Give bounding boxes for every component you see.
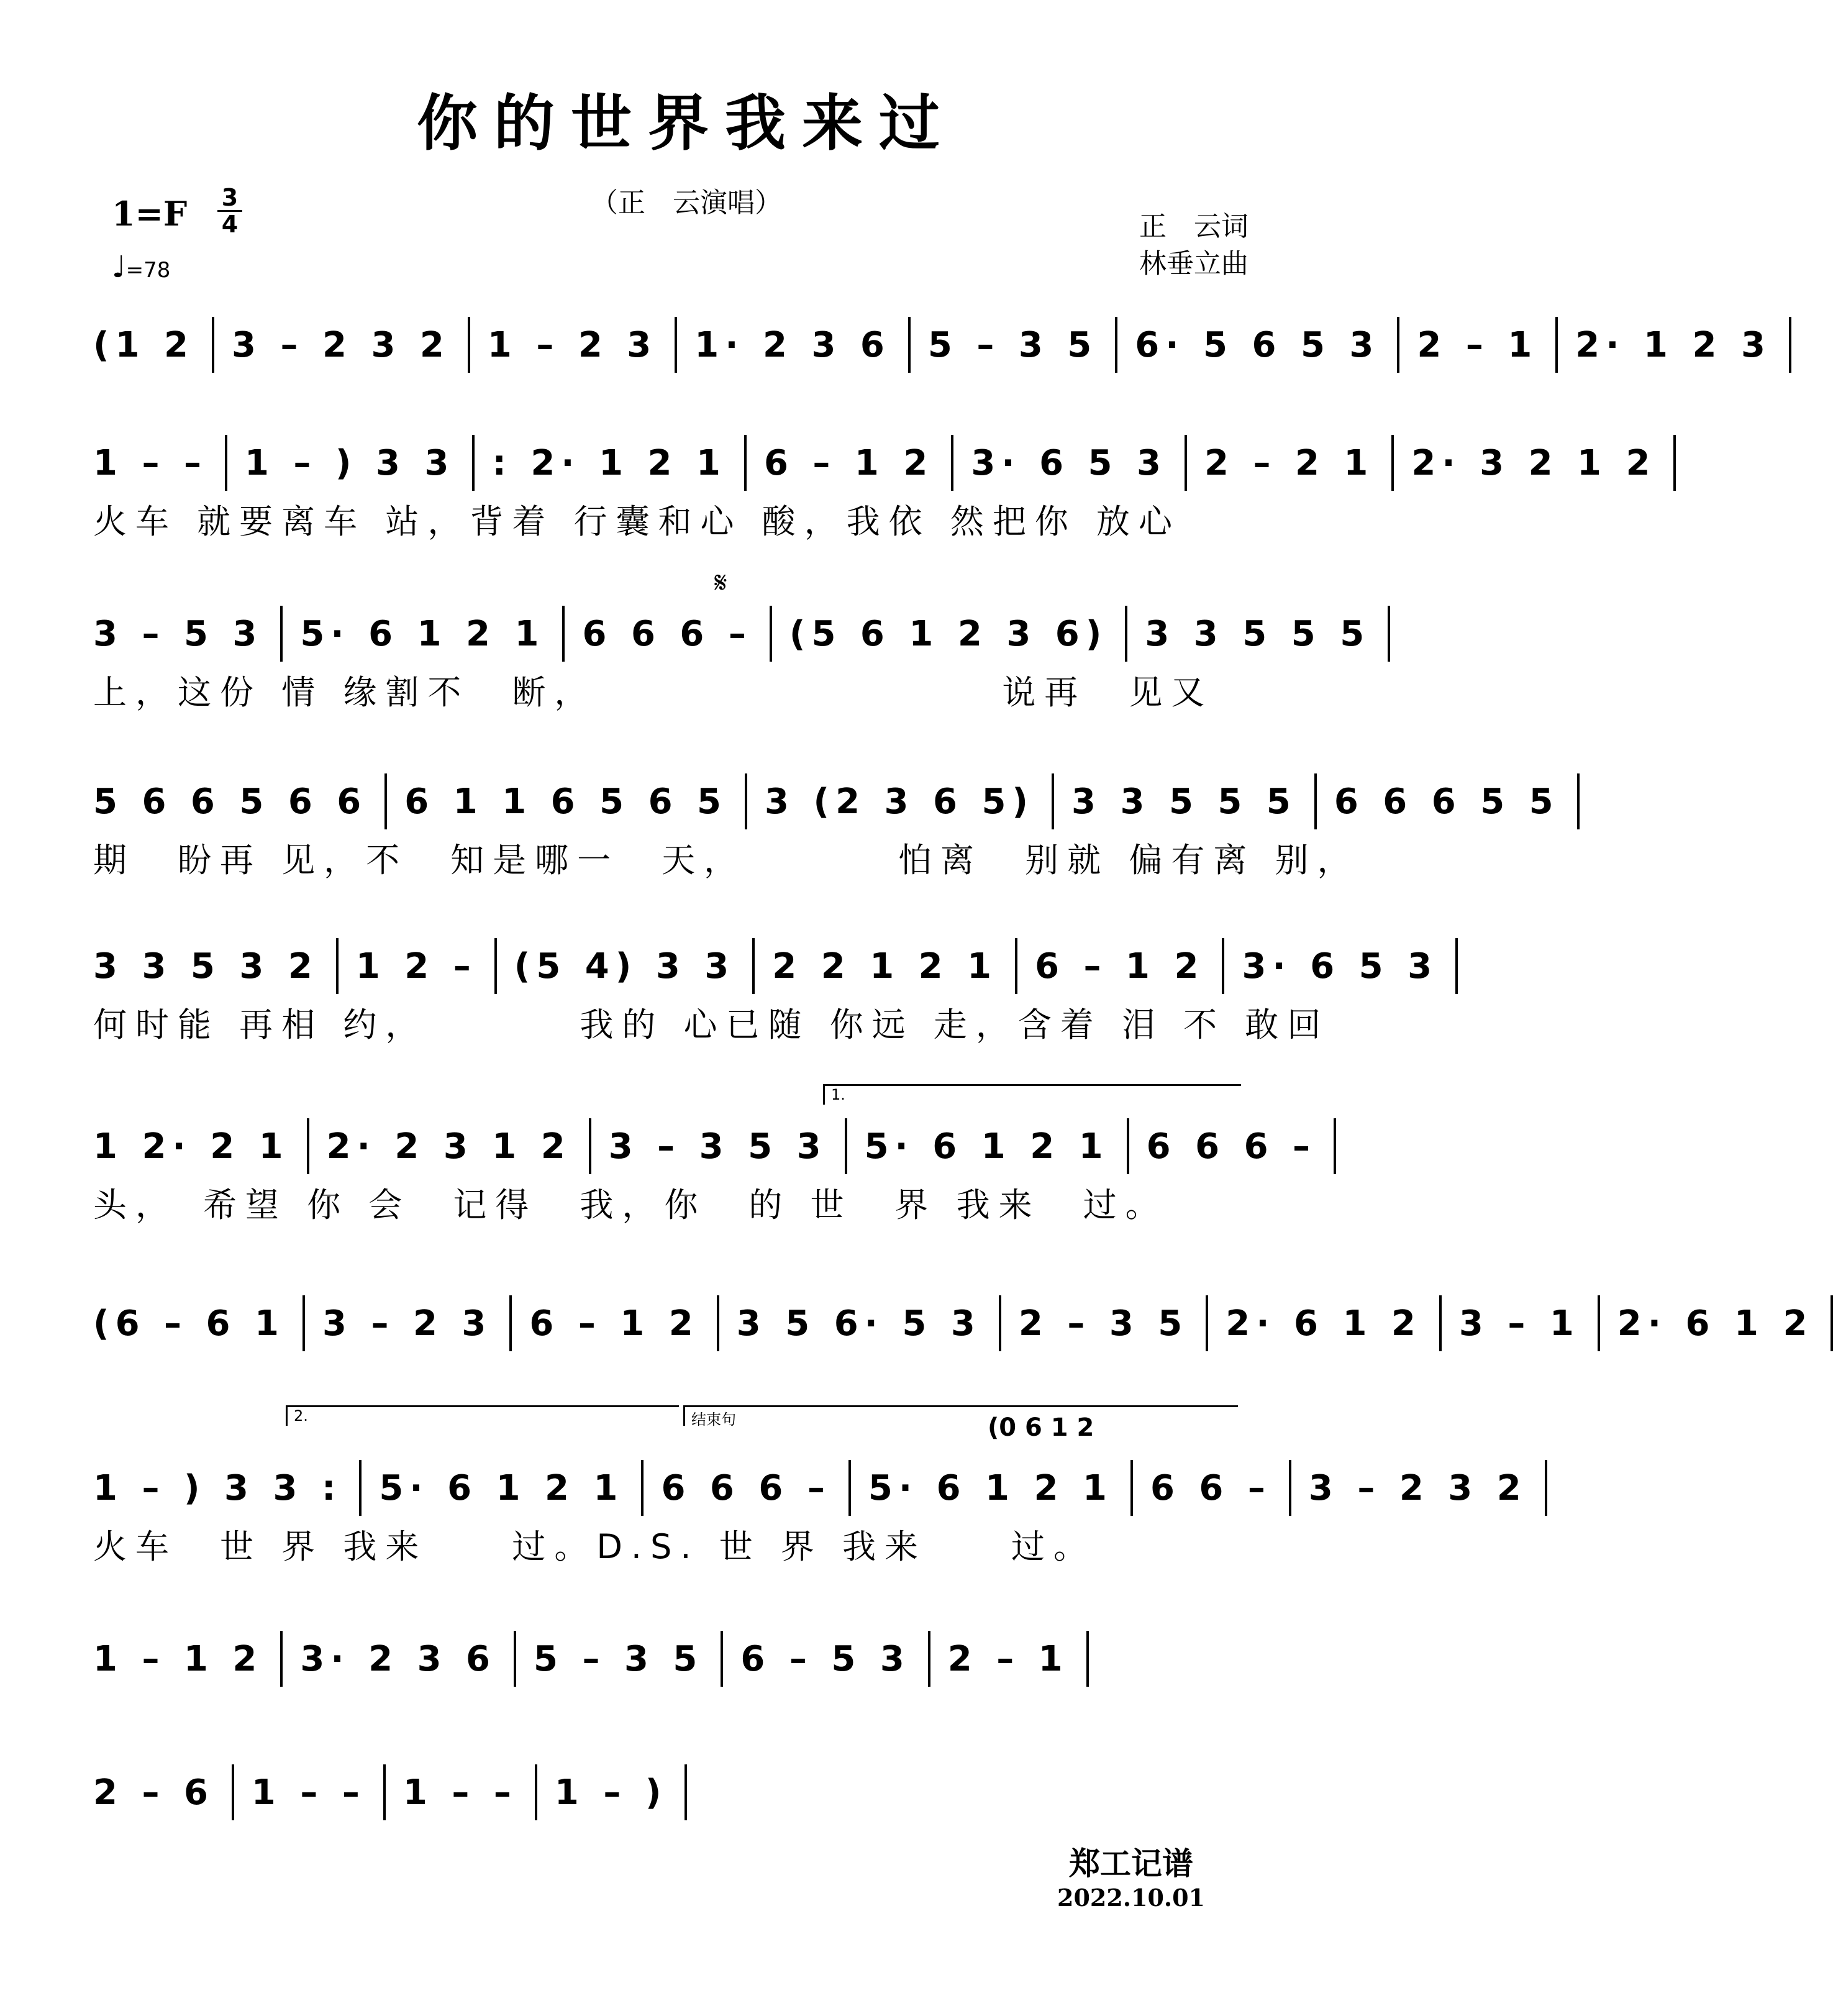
barline — [472, 435, 475, 491]
barline — [280, 606, 283, 662]
measure: 5· 6 1 2 1 — [300, 613, 545, 654]
barline — [509, 1295, 512, 1351]
lyric-line: 何时能 再相 约， 我的 心已随 你远 走，含着 泪 不 敢回 — [93, 1005, 1330, 1044]
lyric-line: 期 盼再 见，不 知是哪一 天， 怕离 别就 偏有离 别， — [93, 840, 1360, 880]
barline — [359, 1460, 362, 1516]
lyric-line: 火车 世 界 我来 过。D.S. 世 界 我来 过。 — [93, 1526, 1096, 1566]
barline — [1086, 1631, 1089, 1687]
barline — [1555, 317, 1558, 373]
volta-2 — [286, 1405, 679, 1426]
barline — [951, 435, 953, 491]
barline — [1015, 938, 1017, 994]
measure: (5 6 1 2 3 6) — [789, 613, 1108, 654]
volta-1-label: 1. — [831, 1086, 845, 1103]
lyric-line: 火车 就要离车 站，背着 行囊和心 酸，我依 然把你 放心 — [93, 501, 1181, 541]
measure: : 2· 1 2 1 — [492, 442, 727, 483]
measure: 1 2 – — [355, 946, 477, 987]
measure: 2· 3 2 1 2 — [1411, 442, 1657, 483]
measure: 1 – – — [93, 442, 207, 483]
measure: 1 2· 2 1 — [93, 1126, 289, 1167]
measure: 3 3 5 3 2 — [93, 946, 319, 987]
measure: 6· 5 6 5 3 — [1135, 324, 1380, 365]
measure: 6 1 1 6 5 6 5 — [404, 781, 728, 822]
barline — [845, 1118, 847, 1174]
volta-1 — [823, 1084, 1241, 1105]
score-line — [93, 1625, 1280, 1693]
measure: 2 – 2 1 — [1204, 442, 1375, 483]
barline — [1439, 1295, 1442, 1351]
time-signature — [217, 185, 242, 237]
measure: (1 2 — [93, 324, 195, 365]
singer-credit: （正 云演唱） — [591, 187, 782, 219]
barline — [1185, 435, 1187, 491]
tempo-value: =78 — [125, 258, 171, 283]
measure: 5· 6 1 2 1 — [864, 1126, 1109, 1167]
score-line — [93, 932, 1439, 1000]
lyric-line: 上，这份 情 缘割不 断， 说再 见又 — [93, 672, 1214, 712]
barline — [999, 1295, 1001, 1351]
barline — [752, 938, 755, 994]
barline — [1289, 1460, 1291, 1516]
barline — [1052, 773, 1054, 829]
barline — [848, 1460, 851, 1516]
measure: 2 – 3 5 — [1018, 1303, 1189, 1344]
barline — [908, 317, 911, 373]
measure: 6 – 1 2 — [529, 1303, 699, 1344]
measure: 2· 1 2 3 — [1575, 324, 1772, 365]
lyricist: 正 云词 — [1139, 211, 1249, 242]
barline — [1334, 1118, 1336, 1174]
score-line — [93, 600, 1371, 668]
barline — [1598, 1295, 1600, 1351]
barline — [1388, 606, 1390, 662]
measure: 2 2 1 2 1 — [772, 946, 998, 987]
measure: 1 – ) 3 3 — [244, 442, 455, 483]
measure: 3 – 2 3 2 — [232, 324, 450, 365]
barline — [1789, 317, 1791, 373]
barline — [1125, 606, 1127, 662]
composer: 林垂立曲 — [1139, 248, 1249, 280]
measure: 6 6 6 5 5 — [1334, 781, 1560, 822]
barline — [1673, 435, 1676, 491]
measure: 3 – 3 5 3 — [608, 1126, 827, 1167]
score-line — [93, 1758, 1280, 1827]
barline — [535, 1764, 537, 1820]
footer — [1057, 1839, 1205, 1912]
measure: 2 – 6 — [93, 1772, 214, 1813]
barline — [1206, 1295, 1208, 1351]
barline — [1545, 1460, 1547, 1516]
score-line — [93, 1454, 1527, 1522]
measure: 1 – 1 2 — [93, 1638, 263, 1679]
measure: 6 – 1 2 — [1035, 946, 1205, 987]
barline — [717, 1295, 719, 1351]
score-line — [93, 767, 1560, 836]
measure: 2 – 1 — [1417, 324, 1539, 365]
meter-numerator: 3 — [217, 185, 242, 212]
barline — [928, 1631, 930, 1687]
measure: 6 6 6 – — [1146, 1126, 1317, 1167]
measure: 3 – 2 3 — [322, 1303, 493, 1344]
barline — [1314, 773, 1317, 829]
ending-bracket — [683, 1405, 1238, 1426]
barline — [307, 1118, 309, 1174]
barline — [589, 1118, 591, 1174]
measure: 2· 6 1 2 — [1617, 1303, 1814, 1344]
measure: (6 – 6 1 — [93, 1303, 285, 1344]
score-line — [93, 311, 1772, 379]
barline — [721, 1631, 723, 1687]
barline — [745, 773, 747, 829]
measure: (5 4) 3 3 — [514, 946, 735, 987]
barline — [1127, 1118, 1129, 1174]
measure: 5 – 3 5 — [534, 1638, 704, 1679]
lyric-line: 头， 希望 你 会 记得 我，你 的 世 界 我来 过。 — [93, 1185, 1168, 1225]
measure: 6 – 1 2 — [763, 442, 934, 483]
small-notes: (0 6 1 2 — [988, 1413, 1094, 1442]
barline — [675, 317, 677, 373]
transcriber: 郑工记谱 — [1069, 1845, 1193, 1882]
key-signature: 1=F — [112, 194, 188, 234]
barline — [302, 1295, 305, 1351]
barline — [770, 606, 772, 662]
measure: 3· 6 5 3 — [971, 442, 1167, 483]
score-line — [93, 1289, 1814, 1357]
segno-icon: 𝄋 — [714, 565, 727, 600]
barline — [1115, 317, 1117, 373]
measure: 1 – ) 3 3 : — [93, 1467, 342, 1508]
barline — [744, 435, 747, 491]
measure: 6 – 5 3 — [740, 1638, 911, 1679]
barline — [232, 1764, 234, 1820]
measure: 3 – 1 — [1458, 1303, 1580, 1344]
barline — [225, 435, 227, 491]
barline — [212, 317, 214, 373]
barline — [1397, 317, 1399, 373]
measure: 2· 2 3 1 2 — [326, 1126, 571, 1167]
barline — [1577, 773, 1580, 829]
measure: 3 3 5 5 5 — [1071, 781, 1297, 822]
measure: 6 6 – — [1150, 1467, 1271, 1508]
score-line — [93, 429, 1657, 497]
meter-denominator: 4 — [221, 211, 239, 238]
barline — [1455, 938, 1458, 994]
measure: 1 – – — [251, 1772, 366, 1813]
measure: 5· 6 1 2 1 — [379, 1467, 624, 1508]
quarter-note-icon: ♩ — [112, 250, 126, 285]
barline — [641, 1460, 644, 1516]
score-line — [93, 1112, 1317, 1180]
barline — [280, 1631, 283, 1687]
measure: 3 – 2 3 2 — [1308, 1467, 1527, 1508]
barline — [514, 1631, 516, 1687]
measure: 3· 2 3 6 — [300, 1638, 497, 1679]
measure: 5 – 3 5 — [927, 324, 1098, 365]
barline — [685, 1764, 687, 1820]
ending-label: 结束句 — [691, 1411, 736, 1428]
barline — [494, 938, 497, 994]
measure: 5 6 6 5 6 6 — [93, 781, 368, 822]
measure: 3 (2 3 6 5) — [765, 781, 1035, 822]
credits — [1139, 208, 1249, 283]
barline — [336, 938, 339, 994]
measure: 1· 2 3 6 — [694, 324, 891, 365]
measure: 1 – ) — [554, 1772, 668, 1813]
measure: 6 6 6 – — [661, 1467, 831, 1508]
barline — [1222, 938, 1224, 994]
barline — [1130, 1460, 1133, 1516]
measure: 1 – 2 3 — [487, 324, 658, 365]
measure: 3 3 5 5 5 — [1145, 613, 1371, 654]
date: 2022.10.01 — [1057, 1884, 1205, 1912]
barline — [468, 317, 470, 373]
measure: 3· 6 5 3 — [1242, 946, 1439, 987]
measure: 3 5 6· 5 3 — [736, 1303, 981, 1344]
song-title: 你的世界我来过 — [416, 88, 956, 159]
measure: 5· 6 1 2 1 — [868, 1467, 1113, 1508]
tempo-marking — [112, 250, 170, 285]
barline — [562, 606, 565, 662]
volta-2-label: 2. — [294, 1407, 308, 1425]
measure: 1 – – — [403, 1772, 517, 1813]
measure: 6 6 6 – — [582, 613, 752, 654]
barline — [383, 1764, 386, 1820]
barline — [1831, 1295, 1833, 1351]
measure: 3 – 5 3 — [93, 613, 263, 654]
barline — [1391, 435, 1394, 491]
measure: 2· 6 1 2 — [1226, 1303, 1422, 1344]
barline — [384, 773, 387, 829]
measure: 2 – 1 — [947, 1638, 1069, 1679]
